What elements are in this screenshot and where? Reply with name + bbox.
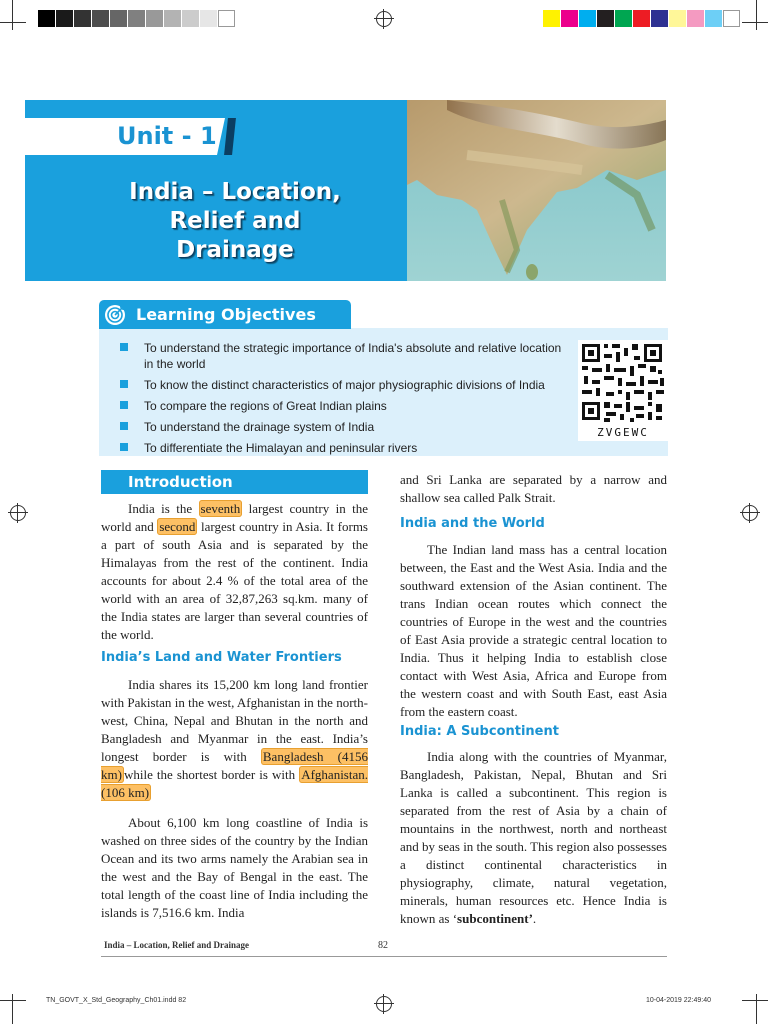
crop-mark <box>756 0 757 30</box>
introduction-heading-bar <box>101 470 368 494</box>
india-relief-map-image <box>407 100 666 281</box>
crop-mark <box>742 22 768 23</box>
slug-file-info: TN_GOVT_X_Std_Geography_Ch01.indd 82 <box>46 997 187 1004</box>
registration-mark <box>742 505 758 521</box>
crop-mark <box>756 994 757 1024</box>
list-item: To understand the strategic importance of India's absolute and relative location in the world <box>118 340 568 372</box>
crop-mark <box>0 1000 26 1001</box>
introduction-heading: Introduction <box>128 473 233 491</box>
coastline-paragraph: About 6,100 km long coastline of India is washed on three sides of the country by the Indian Ocean and its two arms namely the Arabian sea in the west and the Bay of Bengal in the east. The total length of the coast line of India including the islands is 7,516.6 km. India <box>101 815 368 920</box>
highlighted-term: second <box>159 519 196 534</box>
page-number: 82 <box>378 940 388 951</box>
registration-mark <box>376 996 392 1012</box>
subcontinent-paragraph: India along with the countries of Myanmar, Bangladesh, Pakistan, Nepal, Bhutan and Sri Lanka is called a subcontinent. This region is separated from the rest of Asia by a chain of mountains in the northwest, north and northeast and by seas in the south. This region also possesses a distinct continental characteristics in physiography, climate, natural vegetation, minerals, human resources etc. Hence India is known as ‘subcontinent’. <box>400 749 667 926</box>
list-item: To compare the regions of Great Indian plains <box>118 398 568 414</box>
learning-objectives-title: Learning Objectives <box>136 305 316 324</box>
right-column-continuation <box>400 471 667 507</box>
crop-mark <box>12 0 13 30</box>
world-text <box>400 541 667 721</box>
bold-term: subcontinent’ <box>457 911 533 926</box>
list-item: To know the distinct characteristics of major physiographic divisions of India <box>118 377 568 393</box>
crop-mark <box>742 1000 768 1001</box>
list-item: To understand the drainage system of India <box>118 419 568 435</box>
learning-objectives-list <box>118 340 568 461</box>
chapter-title-line: Relief and <box>169 208 301 234</box>
running-title: India – Location, Relief and Drainage <box>104 940 250 950</box>
target-icon <box>104 304 126 326</box>
highlighted-term: Afghanistan.(106 km) <box>101 767 368 800</box>
unit-label: Unit - 1 <box>117 122 217 150</box>
chapter-title-line: Drainage <box>176 237 294 263</box>
highlighted-term: Bangladesh (4156 km) <box>101 749 369 782</box>
frontiers-paragraph: India shares its 15,200 km long land frontier with Pakistan in the west, Afghanistan in the north-west, China, Nepal and Bhutan in the north and Bangladesh and Myanmar in the east. India’s longest border is with Bangladesh (4156 km) while the shortest border is with Afghanistan.(106 km) <box>101 677 369 800</box>
frontiers-heading: India’s Land and Water Frontiers <box>101 650 342 665</box>
world-heading: India and the World <box>400 516 545 531</box>
registration-mark <box>10 505 26 521</box>
introduction-paragraph: India is the seventh largest country in the world and second largest country in Asia. It forms a part of south Asia and is separated by the Himalayas from the rest of the continent. India accounts for about 2.4 % of the total area of the world with an area of 32,87,263 sq.km. many of the India states are larger than several countries of the world. <box>101 501 369 642</box>
subcontinent-heading: India: A Subcontinent <box>400 724 559 739</box>
registration-mark <box>376 11 392 27</box>
list-item: To differentiate the Himalayan and peninsular rivers <box>118 440 568 456</box>
qr-code-label: ZVGEWC <box>597 426 649 439</box>
continuation-paragraph: and Sri Lanka are separated by a narrow and shallow sea called Palk Strait. <box>400 472 667 505</box>
chapter-title <box>85 178 385 265</box>
frontiers-text <box>101 676 368 922</box>
unit-label-accent <box>224 118 236 155</box>
chapter-banner <box>25 100 666 281</box>
crop-mark <box>12 994 13 1024</box>
crop-mark <box>0 22 26 23</box>
chapter-title-line: India – Location, <box>129 179 341 205</box>
introduction-text <box>101 500 368 644</box>
slug-datetime: 10-04-2019 22:49:40 <box>646 997 711 1004</box>
footer-rule <box>101 956 667 957</box>
highlighted-term: seventh <box>200 501 241 516</box>
subcontinent-text <box>400 748 667 928</box>
world-paragraph: The Indian land mass has a central location between, the East and the West Asia. India and the southward extension of the Asian continent. The trans Indian ocean routes which connect the countries of Europe in the west and the countries of East Asia provide a strategic central location to India. Thus it helping India to establish close contact with West Asia, Africa and Europe from the western coast and with South East, east Asia from the eastern coast. <box>400 542 667 719</box>
